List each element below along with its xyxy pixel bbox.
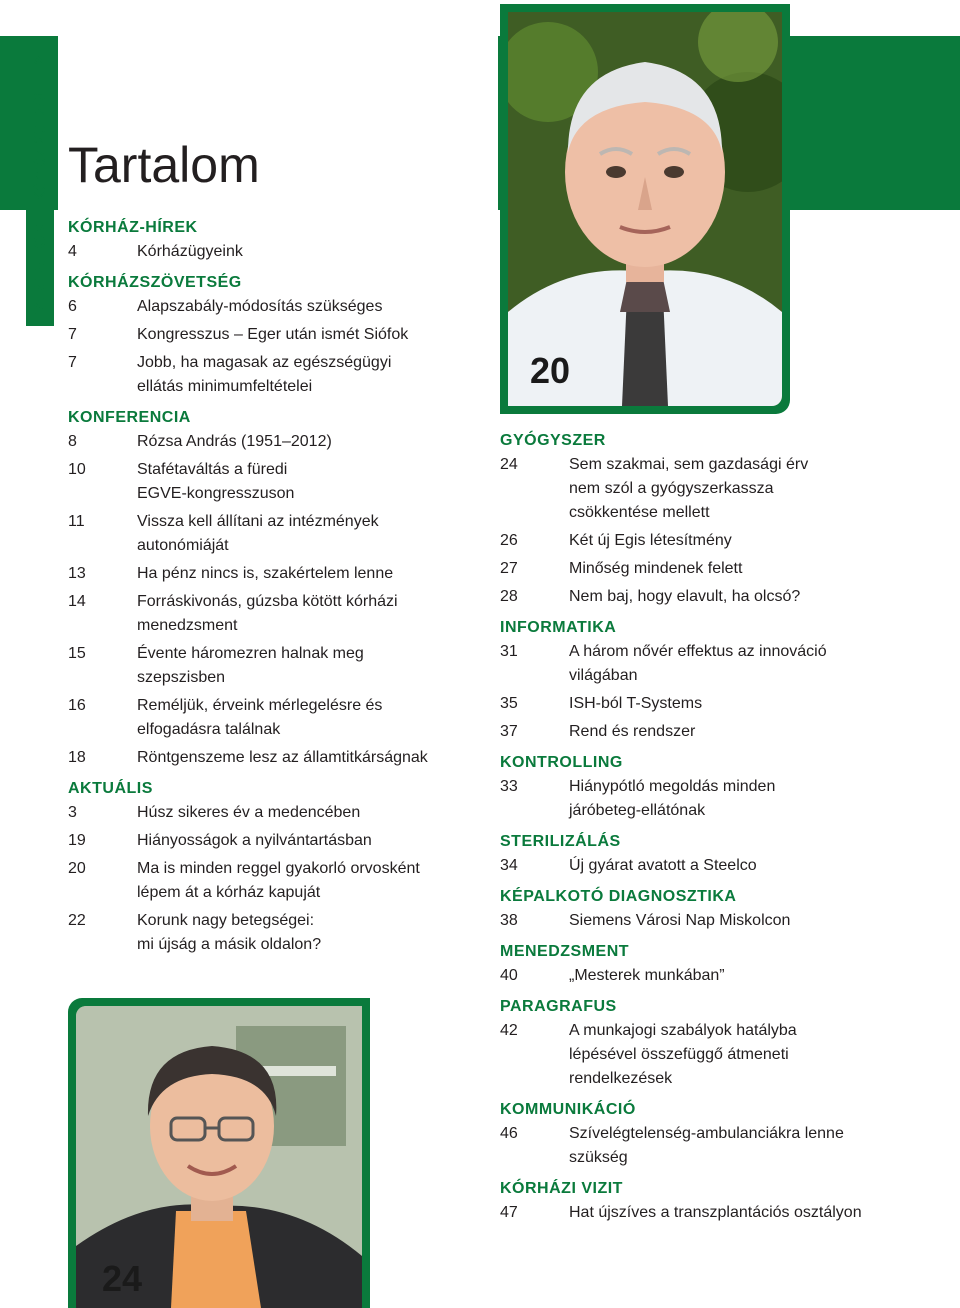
section-title: GYÓGYSZER <box>500 432 606 449</box>
section-title: KOMMUNIKÁCIÓ <box>500 1101 636 1118</box>
toc-entry[interactable] <box>500 854 940 878</box>
entry-page-number: 18 <box>68 749 86 766</box>
toc-entry[interactable] <box>500 640 940 688</box>
toc-entry[interactable] <box>68 746 498 770</box>
entry-title: Kórházügyeink <box>137 243 243 260</box>
entry-title: Ha pénz nincs is, szakértelem lenne <box>137 565 394 582</box>
entry-title: Vissza kell állítani az intézmények autonómiáját <box>137 513 379 554</box>
entry-page-number: 28 <box>500 588 518 605</box>
entry-page-number: 6 <box>68 298 77 315</box>
page-number: 2 <box>30 55 49 65</box>
entry-title: Jobb, ha magasak az egészségügyi ellátás minimumfeltételei <box>137 354 392 395</box>
entry-page-number: 47 <box>500 1204 518 1221</box>
entry-title: Rózsa András (1951–2012) <box>137 433 332 450</box>
section-title: AKTUÁLIS <box>68 780 153 797</box>
toc-entry[interactable] <box>500 720 940 744</box>
toc-section <box>500 619 940 744</box>
entry-title: A munkajogi szabályok hatályba lépésével összefüggő átmeneti rendelkezések <box>569 1022 797 1087</box>
toc-section <box>500 943 940 988</box>
toc-entry[interactable] <box>500 585 940 609</box>
section-title: KÓRHÁZSZÖVETSÉG <box>68 274 242 291</box>
top-photo <box>500 4 790 414</box>
entry-title: Forráskivonás, gúzsba kötött kórházi menedzsment <box>137 593 398 634</box>
toc-entry[interactable] <box>68 351 498 399</box>
photo-page-number: 24 <box>102 1258 143 1299</box>
section-title: KÓRHÁZ-HÍREK <box>68 219 198 236</box>
entry-title: Sem szakmai, sem gazdasági érv nem szól a gyógyszerkassza csökkentése mellett <box>569 456 809 521</box>
toc-entry[interactable] <box>500 1201 940 1225</box>
entry-page-number: 10 <box>68 461 86 478</box>
toc-entry[interactable] <box>68 801 498 825</box>
entry-title: A három nővér effektus az innováció világában <box>569 643 827 684</box>
entry-title: Nem baj, hogy elavult, ha olcsó? <box>569 588 801 605</box>
toc-entry[interactable] <box>500 775 940 823</box>
entry-page-number: 7 <box>68 326 77 343</box>
toc-entry[interactable] <box>68 829 498 853</box>
entry-title: Hat újszíves a transzplantációs osztályon <box>569 1204 862 1221</box>
section-title: KONTROLLING <box>500 754 623 771</box>
portrait-photo <box>508 12 782 406</box>
entry-page-number: 31 <box>500 643 518 660</box>
entry-page-number: 35 <box>500 695 518 712</box>
toc-entry[interactable] <box>68 510 498 558</box>
entry-title: Új gyárat avatott a Steelco <box>569 857 757 874</box>
portrait-photo <box>76 1006 362 1308</box>
toc-section <box>500 888 940 933</box>
toc-entry[interactable] <box>68 458 498 506</box>
section-title: KÓRHÁZI VIZIT <box>500 1180 623 1197</box>
toc-section <box>68 780 498 957</box>
entry-title: Rend és rendszer <box>569 723 696 740</box>
toc-section <box>68 409 498 770</box>
toc-entry[interactable] <box>68 642 498 690</box>
toc-entry[interactable] <box>68 909 498 957</box>
page-title: Tartalom <box>68 137 260 193</box>
photo-page-number: 20 <box>530 350 571 391</box>
toc-section <box>500 754 940 823</box>
toc-entry[interactable] <box>500 529 940 553</box>
toc-section <box>68 219 498 264</box>
toc-entry[interactable] <box>500 1122 940 1170</box>
entry-page-number: 15 <box>68 645 86 662</box>
issue-label: Kórház 2012/9. <box>30 87 49 203</box>
man-portrait-illustration <box>508 12 782 406</box>
entry-page-number: 19 <box>68 832 86 849</box>
toc-entry[interactable] <box>500 453 940 525</box>
toc-entry[interactable] <box>500 909 940 933</box>
toc-section <box>500 833 940 878</box>
toc-entry[interactable] <box>68 562 498 586</box>
entry-title: Röntgenszeme lesz az államtitkárságnak <box>137 749 428 766</box>
entry-title: Hiányosságok a nyilvántartásban <box>137 832 372 849</box>
entry-title: Évente háromezren halnak meg szepszisben <box>137 645 364 686</box>
entry-page-number: 38 <box>500 912 518 929</box>
entry-page-number: 4 <box>68 243 77 260</box>
entry-title: ISH-ból T-Systems <box>569 695 703 712</box>
bottom-photo <box>68 998 370 1308</box>
entry-page-number: 16 <box>68 697 86 714</box>
entry-page-number: 14 <box>68 593 86 610</box>
section-title: INFORMATIKA <box>500 619 617 636</box>
toc-section <box>500 432 940 609</box>
toc-section <box>500 1180 940 1225</box>
entry-title: Szívelégtelenség-ambulanciákra lenne szükség <box>569 1125 844 1166</box>
entry-page-number: 3 <box>68 804 77 821</box>
section-title: KONFERENCIA <box>68 409 191 426</box>
toc-left-column <box>68 219 498 967</box>
entry-title: Kongresszus – Eger után ismét Siófok <box>137 326 409 343</box>
entry-page-number: 40 <box>500 967 518 984</box>
toc-entry[interactable] <box>500 964 940 988</box>
toc-entry[interactable] <box>68 694 498 742</box>
section-title: STERILIZÁLÁS <box>500 833 621 850</box>
entry-page-number: 13 <box>68 565 86 582</box>
entry-page-number: 7 <box>68 354 77 371</box>
entry-page-number: 42 <box>500 1022 518 1039</box>
entry-page-number: 26 <box>500 532 518 549</box>
toc-entry[interactable] <box>500 1019 940 1091</box>
section-title: PARAGRAFUS <box>500 998 617 1015</box>
entry-title: Minőség mindenek felett <box>569 560 743 577</box>
toc-entry[interactable] <box>68 430 498 454</box>
toc-entry[interactable] <box>500 557 940 581</box>
side-label <box>26 30 54 320</box>
separator <box>31 75 47 76</box>
toc-entry[interactable] <box>68 323 498 347</box>
entry-page-number: 37 <box>500 723 518 740</box>
entry-page-number: 8 <box>68 433 77 450</box>
entry-title: Hiánypótló megoldás minden járóbeteg-ellátónak <box>569 778 776 819</box>
entry-page-number: 33 <box>500 778 518 795</box>
toc-section <box>500 1101 940 1170</box>
entry-title: Reméljük, érveink mérlegelésre és elfogadásra találnak <box>137 697 383 738</box>
entry-title: Húsz sikeres év a medencében <box>137 804 361 821</box>
section-label: TARTALOM <box>30 219 49 320</box>
entry-page-number: 34 <box>500 857 518 874</box>
entry-page-number: 46 <box>500 1125 518 1142</box>
toc-entry[interactable] <box>500 692 940 716</box>
entry-page-number: 11 <box>68 513 85 530</box>
entry-title: Alapszabály-módosítás szükséges <box>137 298 383 315</box>
entry-page-number: 27 <box>500 560 518 577</box>
toc-entry[interactable] <box>68 240 498 264</box>
entry-title: Ma is minden reggel gyakorló orvosként lépem át a kórház kapuját <box>137 860 420 901</box>
entry-title: Stafétaváltás a füredi EGVE-kongresszuson <box>137 461 295 502</box>
toc-section <box>500 998 940 1091</box>
toc-entry[interactable] <box>68 857 498 905</box>
entry-title: Két új Egis létesítmény <box>569 532 732 549</box>
entry-page-number: 20 <box>68 860 86 877</box>
entry-title: Korunk nagy betegségei: mi újság a másik oldalon? <box>137 912 322 953</box>
entry-title: „Mesterek munkában” <box>569 967 725 984</box>
entry-title: Siemens Városi Nap Miskolcon <box>569 912 791 929</box>
entry-page-number: 22 <box>68 912 86 929</box>
toc-entry[interactable] <box>68 295 498 319</box>
toc-section <box>68 274 498 399</box>
section-title: MENEDZSMENT <box>500 943 630 960</box>
entry-page-number: 24 <box>500 456 518 473</box>
toc-entry[interactable] <box>68 590 498 638</box>
toc-right-column <box>500 432 940 1235</box>
section-title: KÉPALKOTÓ DIAGNOSZTIKA <box>500 888 737 905</box>
